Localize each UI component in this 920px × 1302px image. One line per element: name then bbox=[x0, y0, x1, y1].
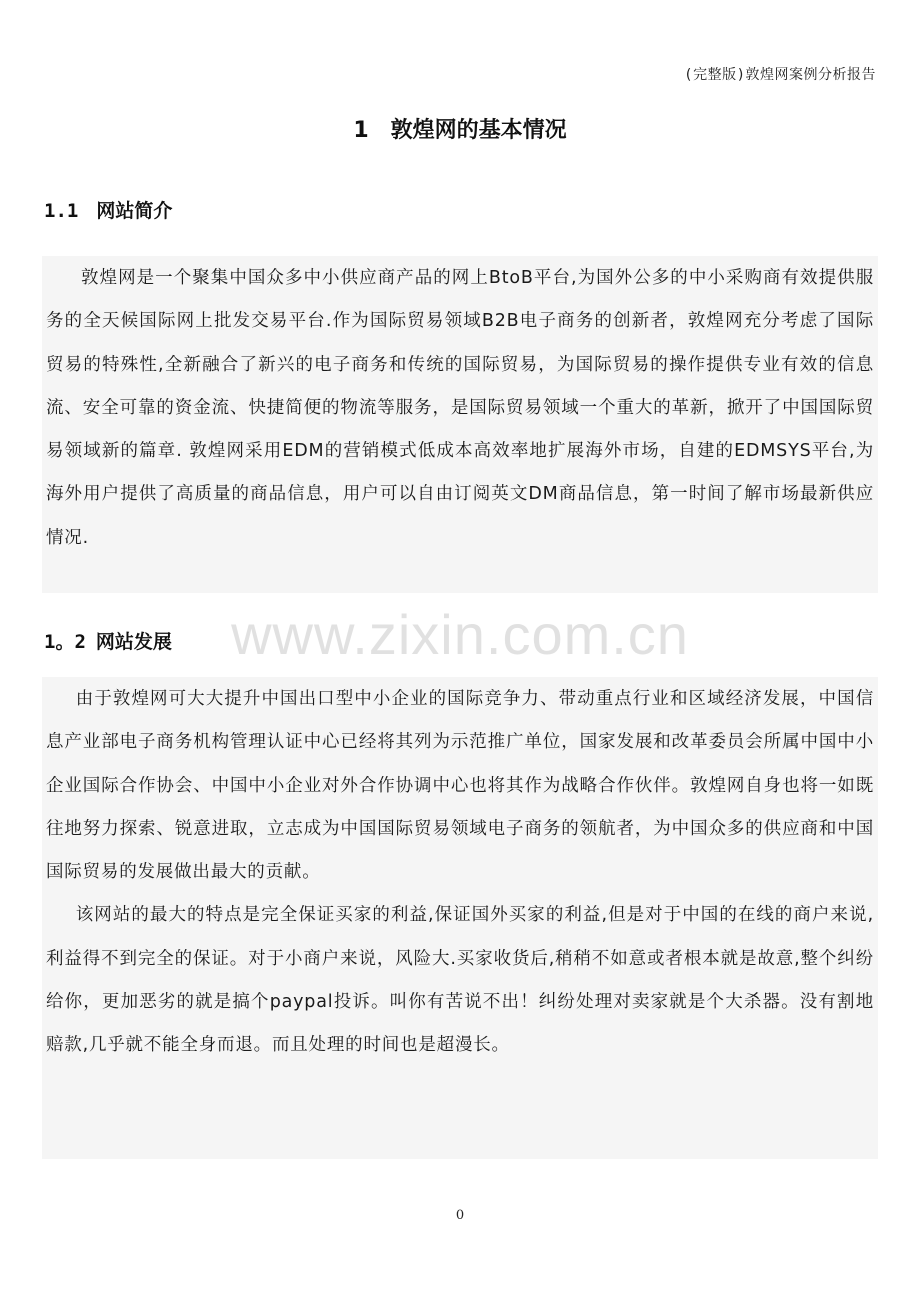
section-number: 1。2 bbox=[44, 631, 86, 653]
section-intro-body bbox=[42, 256, 878, 593]
page-number: 0 bbox=[455, 1208, 465, 1223]
chapter-number: 1 bbox=[353, 118, 369, 143]
section-heading-intro bbox=[44, 196, 172, 223]
chapter-title bbox=[0, 113, 920, 144]
section-number: 1.1 bbox=[44, 200, 79, 222]
paragraph: 该网站的最大的特点是完全保证买家的利益,保证国外买家的利益,但是对于中国的在线的商户来说,利益得不到完全的保证。对于小商户来说，风险大.买家收货后,稍稍不如意或者根本就是故意,整个纠纷给你，更加恶劣的就是搞个paypal投诉。叫你有苦说不出！纠纷处理对卖家就是个大杀器。没有割地赔款,几乎就不能全身而退。而且处理的时间也是超漫长。 bbox=[46, 905, 874, 1056]
section-development-body bbox=[42, 677, 878, 1159]
running-header: (完整版)敦煌网案例分析报告 bbox=[684, 67, 876, 83]
chapter-title-text: 敦煌网的基本情况 bbox=[390, 118, 567, 143]
paragraph: 敦煌网是一个聚集中国众多中小供应商产品的网上BtoB平台,为国外公多的中小采购商有效提供服务的全天候国际网上批发交易平台.作为国际贸易领域B2B电子商务的创新者，敦煌网充分考虑了国际贸易的特殊性,全新融合了新兴的电子商务和传统的国际贸易，为国际贸易的操作提供专业有效的信息流、安全可靠的资金流、快捷简便的物流等服务，是国际贸易领域一个重大的革新，掀开了中国国际贸易领域新的篇章. 敦煌网采用EDM的营销模式低成本高效率地扩展海外市场，自建的EDMSYS平台,为海外用户提供了高质量的商品信息，用户可以自由订阅英文DM商品信息，第一时间了解市场最新供应情况. bbox=[46, 268, 874, 548]
paragraph: 由于敦煌网可大大提升中国出口型中小企业的国际竞争力、带动重点行业和区域经济发展，中国信息产业部电子商务机构管理认证中心已经将其列为示范推广单位，国家发展和改革委员会所属中国中小企业国际合作协会、中国中小企业对外合作协调中心也将其作为战略合作伙伴。敦煌网自身也将一如既往地努力探索、锐意进取，立志成为中国国际贸易领域电子商务的领航者，为中国众多的供应商和中国国际贸易的发展做出最大的贡献。 bbox=[46, 689, 874, 883]
watermark: www.zixin.com.cn bbox=[231, 603, 689, 666]
section-title: 网站发展 bbox=[95, 631, 172, 653]
section-heading-development bbox=[44, 627, 172, 654]
section-title: 网站简介 bbox=[96, 200, 173, 222]
